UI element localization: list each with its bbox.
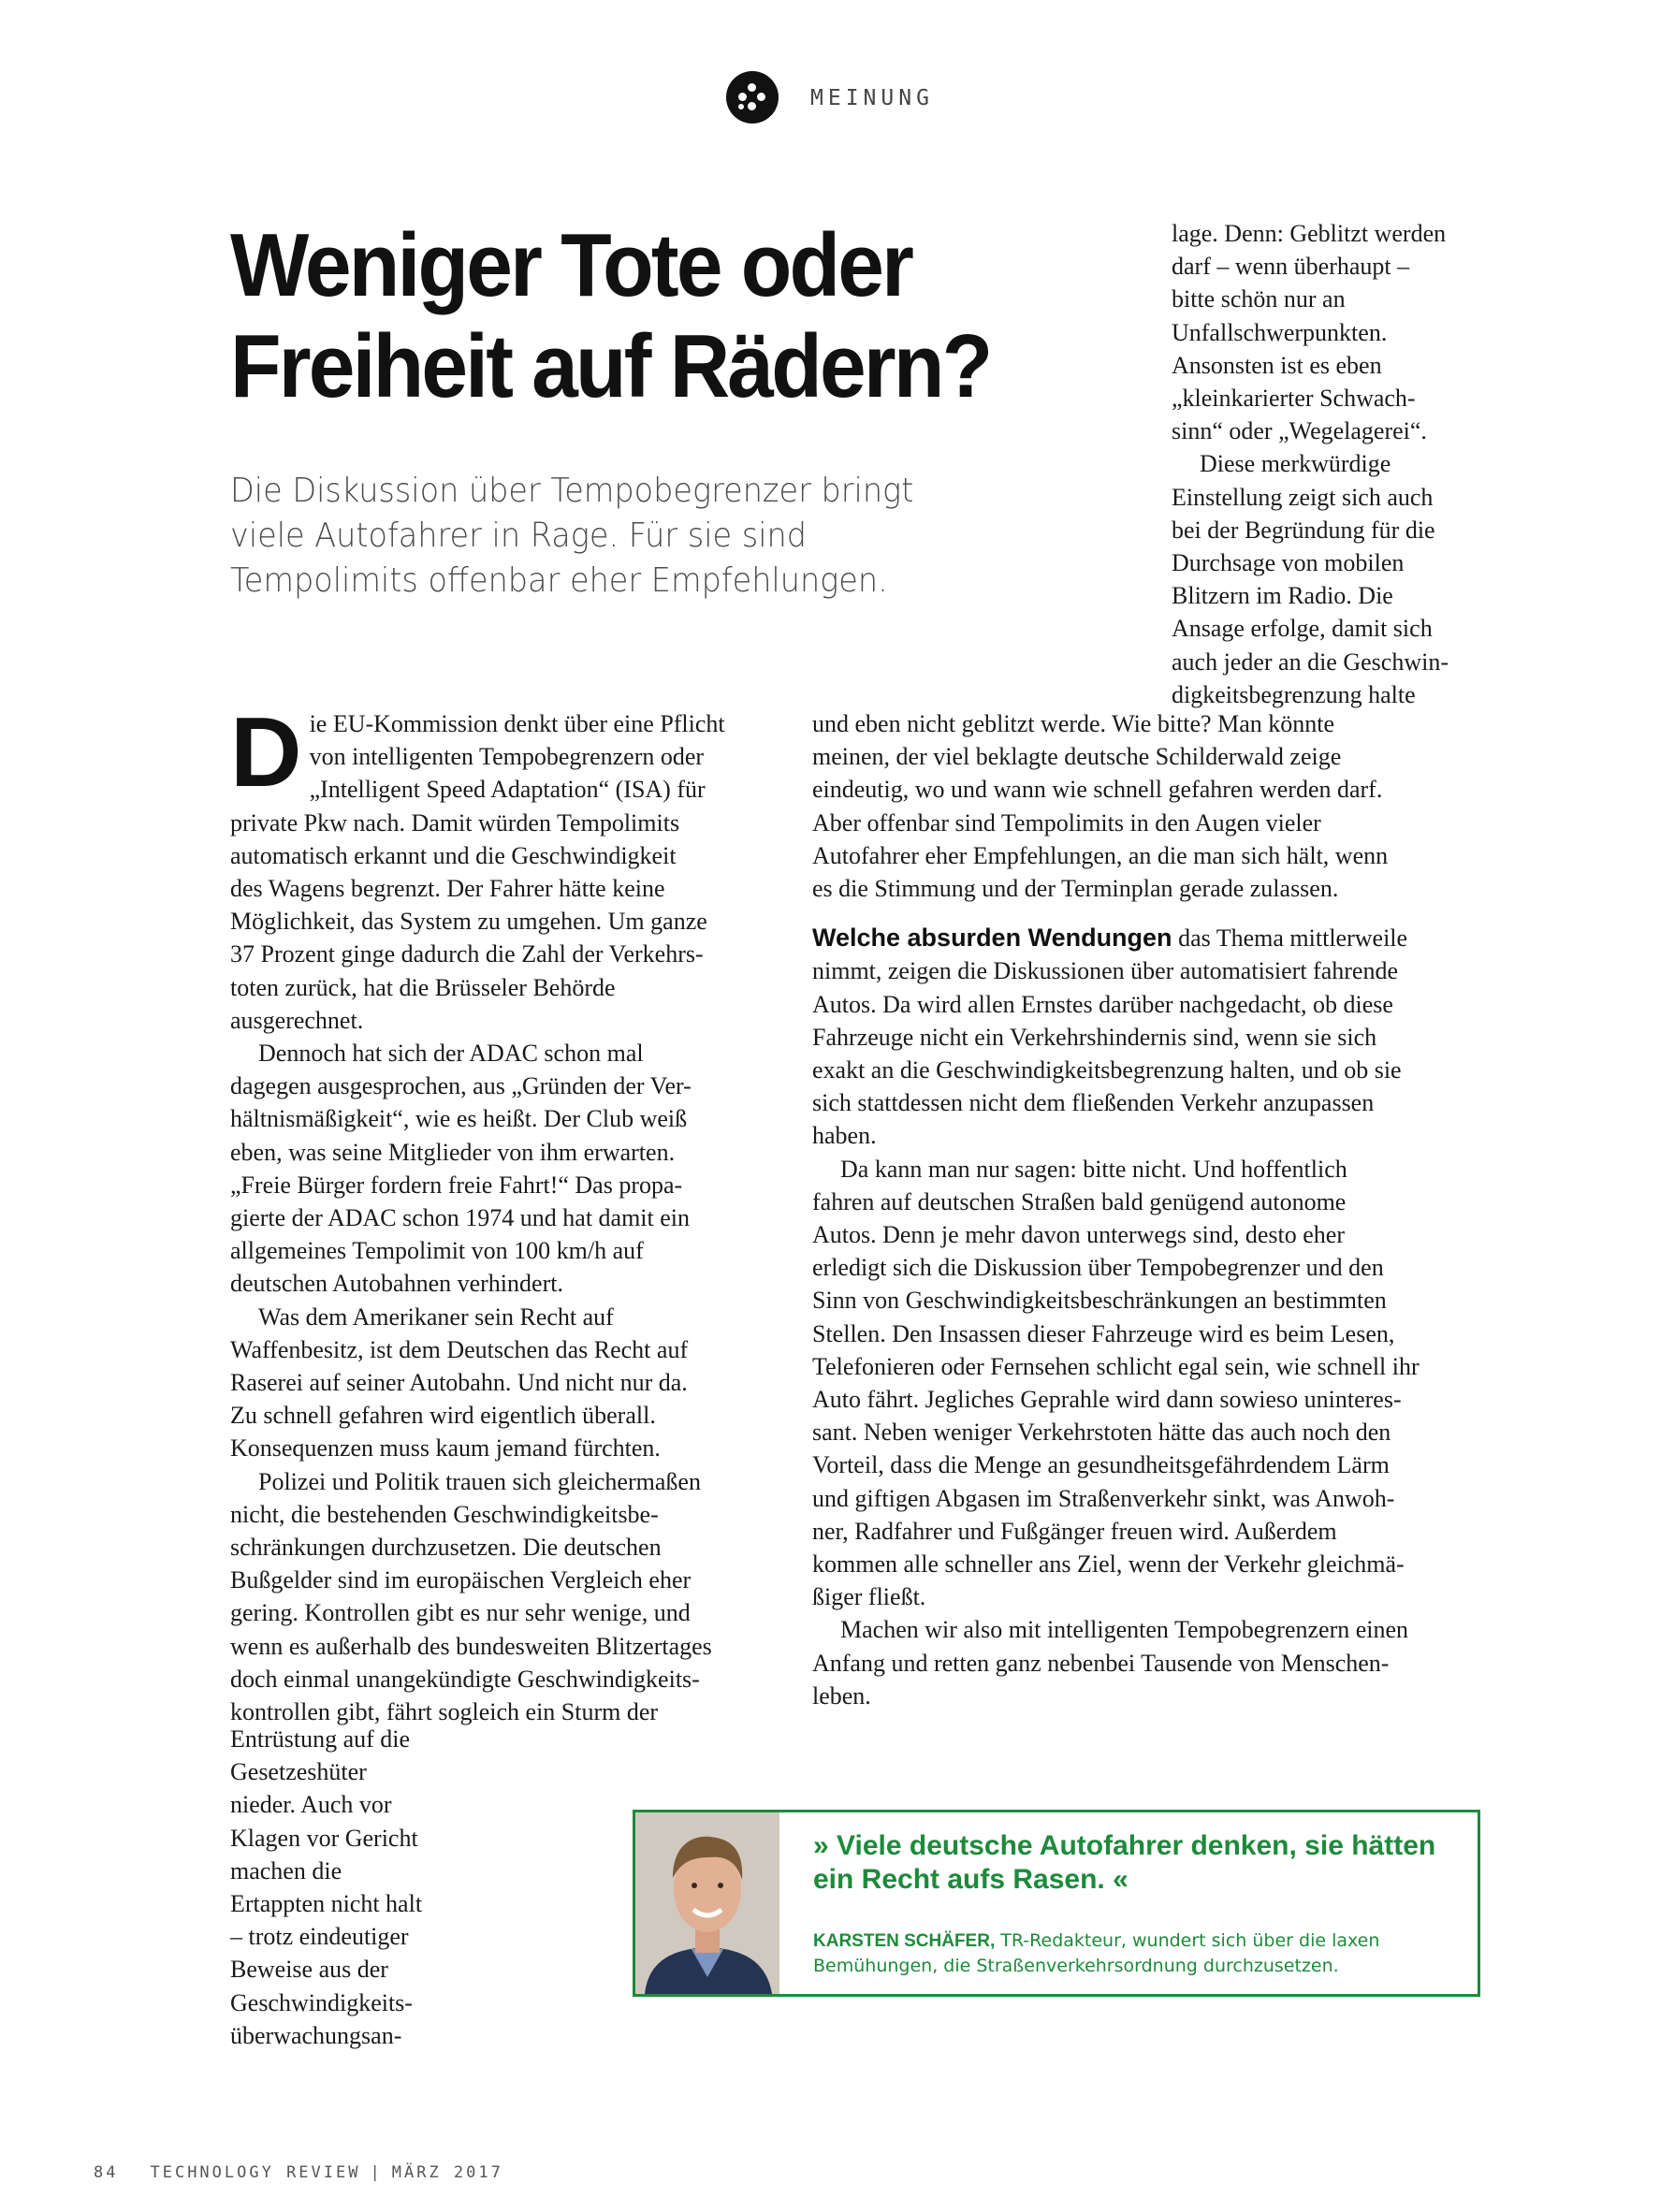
quote-text: Viele deutsche Autofahrer denken, sie hätten ein Recht aufs Rasen. xyxy=(813,1830,1436,1895)
page-footer xyxy=(94,2163,535,2182)
text-line: Vorteil, dass die Menge an gesundheitsgefährdendem Lärm xyxy=(812,1451,1390,1479)
author-portrait-image xyxy=(635,1812,779,1994)
text-line: leben. xyxy=(812,1681,871,1710)
quote-open-mark: » xyxy=(813,1830,829,1861)
author-description: TR-Redakteur, wundert sich über die laxen Bemühungen, die Straßenverkehrsordnung durchzusetzen. xyxy=(813,1930,1380,1976)
text-line: schränkungen durchzusetzen. Die deutschen xyxy=(230,1534,662,1562)
text-line: Ansonsten ist es eben xyxy=(1172,351,1382,379)
text-line: automatisch erkannt und die Geschwindigkeit xyxy=(230,841,677,869)
text-line: Dennoch hat sich der ADAC schon mal xyxy=(258,1040,644,1068)
text-line: Autofahrer eher Empfehlungen, an die man sich hält, wenn xyxy=(812,841,1389,869)
text-line: Aber offenbar sind Tempolimits in den Augen vieler xyxy=(812,808,1321,837)
paragraph xyxy=(812,1153,1420,1614)
text-line: „kleinkarierter Schwach- xyxy=(1172,385,1416,413)
quote-close-mark: « xyxy=(1113,1864,1129,1895)
text-line: Bußgelder sind im europäischen Vergleich eher xyxy=(230,1566,692,1594)
page-number: 84 xyxy=(94,2163,119,2182)
text-line: lage. Denn: Geblitzt werden xyxy=(1172,220,1447,247)
text-line: deutschen Autobahnen verhindert. xyxy=(230,1270,563,1298)
text-line: hältnismäßigkeit“, wie es heißt. Der Club weiß xyxy=(230,1105,688,1133)
text-line: ie EU-Kommission denkt über eine Pflicht xyxy=(309,710,725,737)
dots-circle-icon xyxy=(726,71,779,124)
drop-cap: D xyxy=(230,697,302,808)
text-line: nieder. Auch vor xyxy=(230,1791,392,1819)
text-line: Ansage erfolge, damit sich xyxy=(1172,615,1433,643)
line-group xyxy=(230,1301,712,1465)
text-line: Da kann man nur sagen: bitte nicht. Und hoffentlich xyxy=(840,1155,1347,1183)
text-line: nicht, die bestehenden Geschwindigkeitsbe- xyxy=(230,1500,659,1528)
author-name: KARSTEN SCHÄFER, xyxy=(813,1931,996,1951)
text-line: Autos. Denn je mehr davon unterwegs sind, desto eher xyxy=(812,1221,1345,1249)
text-line: Blitzern im Radio. Die xyxy=(1172,582,1393,610)
text-line: 37 Prozent ginge dadurch die Zahl der Verkehrs- xyxy=(230,940,704,968)
text-line: Gesetzeshüter xyxy=(230,1758,367,1786)
text-line: Möglichkeit, das System zu umgehen. Um ganze xyxy=(230,908,707,936)
headline-line: Freiheit auf Rädern? xyxy=(230,316,991,416)
text-line: Entrüstung auf die xyxy=(230,1725,411,1753)
text-line: Unfallschwerpunkten. xyxy=(1172,318,1388,346)
paragraph xyxy=(812,707,1420,905)
line-group xyxy=(230,1465,712,1729)
magazine-name: TECHNOLOGY REVIEW xyxy=(150,2163,361,2182)
column-left-continued xyxy=(230,1723,422,2052)
text-line: überwachungsan- xyxy=(230,2021,402,2049)
line-group xyxy=(230,1723,422,2052)
line-group xyxy=(230,1037,712,1301)
text-line: Durchsage von mobilen xyxy=(1172,549,1405,577)
paragraph xyxy=(230,1465,712,1729)
line-group xyxy=(812,707,1420,905)
author-credit xyxy=(813,1928,1459,1978)
text-line: „Freie Bürger fordern freie Fahrt!“ Das propa- xyxy=(230,1171,683,1199)
pull-quote-box xyxy=(633,1810,1480,1997)
line-group xyxy=(812,1153,1420,1614)
text-line: Fahrzeuge nicht ein Verkehrshindernis sind, wenn sie sich xyxy=(812,1023,1377,1051)
text-line: sich stattdessen nicht dem fließenden Verkehr anzupassen xyxy=(812,1089,1375,1117)
text-line: Stellen. Den Insassen dieser Fahrzeuge wird es beim Lesen, xyxy=(812,1319,1395,1347)
text-line: Ertappten nicht halt xyxy=(230,1890,423,1918)
text-line: Einstellung zeigt sich auch xyxy=(1172,483,1434,511)
text-line: Konsequenzen muss kaum jemand fürchten. xyxy=(230,1434,661,1463)
text-line: Sinn von Geschwindigkeitsbeschränkungen an bestimmten xyxy=(812,1287,1387,1315)
headline xyxy=(230,215,1066,417)
text-line: gering. Kontrollen gibt es nur sehr wenige, und xyxy=(230,1599,691,1627)
line-group xyxy=(812,1613,1420,1712)
text-line: wenn es außerhalb des bundesweiten Blitzertages xyxy=(230,1632,712,1660)
deck-line: Die Diskussion über Tempobegrenzer bringt xyxy=(230,472,914,510)
text-line: kontrollen gibt, fährt sogleich ein Sturm der xyxy=(230,1698,659,1726)
paragraph xyxy=(812,1613,1420,1712)
issue-date: MÄRZ 2017 xyxy=(391,2163,503,2182)
paragraph xyxy=(230,697,725,1037)
text-line: toten zurück, hat die Brüsseler Behörde xyxy=(230,973,616,1001)
column-right xyxy=(812,707,1420,1712)
text-line: eindeutig, wo und wann wie schnell gefahren werden darf. xyxy=(812,776,1383,804)
footer-separator: | xyxy=(370,2163,383,2182)
author-portrait xyxy=(635,1812,779,1994)
text-line: exakt an die Geschwindigkeitsbegrenzung halten, und ob sie xyxy=(812,1056,1402,1084)
text-line: meinen, der viel beklagte deutsche Schilderwald zeige xyxy=(812,743,1342,771)
pull-quote xyxy=(813,1829,1459,1897)
text-line: auch jeder an die Geschwin- xyxy=(1172,648,1449,676)
headline-line: Weniger Tote oder xyxy=(230,215,912,315)
text-line: Was dem Amerikaner sein Recht auf xyxy=(258,1302,614,1331)
text-line: und eben nicht geblitzt werde. Wie bitte? Man könnte xyxy=(812,710,1335,737)
text-line: Waffenbesitz, ist dem Deutschen das Recht auf xyxy=(230,1335,689,1363)
text-line: Autos. Da wird allen Ernstes darüber nachgedacht, ob diese xyxy=(812,990,1393,1018)
text-line: Geschwindigkeits- xyxy=(230,1988,413,2016)
text-line: und giftigen Abgasen im Straßenverkehr sinkt, was Anwoh- xyxy=(812,1484,1395,1512)
deck xyxy=(230,469,953,604)
text-line: nimmt, zeigen die Diskussionen über automatisiert fahrende xyxy=(812,957,1398,985)
paragraph xyxy=(230,1301,712,1465)
run-in-heading: Welche absurden Wendungen xyxy=(812,924,1172,953)
text-line: Polizei und Politik trauen sich gleichermaßen xyxy=(258,1467,701,1495)
line-group xyxy=(812,954,1420,1152)
text-line: – trotz eindeutiger xyxy=(230,1923,409,1951)
text-line: Zu schnell gefahren wird eigentlich überall. xyxy=(230,1402,656,1430)
text-line: „Intelligent Speed Adaptation“ (ISA) für xyxy=(309,776,706,804)
text-line: sant. Neben weniger Verkehrstoten hätte das auch noch den xyxy=(812,1419,1391,1447)
text-line: Diese merkwürdige xyxy=(1200,450,1391,478)
text-line: ausgerechnet. xyxy=(230,1006,364,1034)
text-line: Beweise aus der xyxy=(230,1956,388,1984)
text-line: bei der Begründung für die xyxy=(1172,516,1435,544)
section-label: MEINUNG xyxy=(810,86,934,110)
text-line: Telefonieren oder Fernsehen schlicht egal sein, wie schnell ihr xyxy=(812,1352,1420,1380)
text-line: Raserei auf seiner Autobahn. Und nicht nur da. xyxy=(230,1369,688,1397)
text-line: digkeitsbegrenzung halte xyxy=(1172,680,1416,708)
text-line: gierte der ADAC schon 1974 und hat damit ein xyxy=(230,1204,691,1232)
text-line: erledigt sich die Diskussion über Tempobegrenzer und den xyxy=(812,1254,1384,1282)
column-left xyxy=(230,697,725,1728)
text-line: eben, was seine Mitglieder von ihm erwarten. xyxy=(230,1138,676,1166)
paragraph xyxy=(230,1037,712,1301)
text-line: bitte schön nur an xyxy=(1172,285,1346,313)
text-line: doch einmal unangekündigte Geschwindigkeits- xyxy=(230,1665,700,1693)
text-line xyxy=(812,922,1420,954)
text-line: von intelligenten Tempobegrenzern oder xyxy=(309,743,705,771)
text-line: es die Stimmung und der Terminplan gerade zulassen. xyxy=(812,875,1339,903)
text-fragment: das Thema mittlerweile xyxy=(1172,924,1408,953)
text-line: darf – wenn überhaupt – xyxy=(1172,253,1410,281)
line-group xyxy=(230,807,712,1037)
text-line: Klagen vor Gericht xyxy=(230,1824,418,1852)
text-line: sinn“ oder „Wegelagerei“. xyxy=(1172,417,1427,445)
text-line: Auto fährt. Jegliches Geprahle wird dann sowieso uninteres- xyxy=(812,1386,1402,1414)
text-line: kommen alle schneller ans Ziel, wenn der Verkehr gleichmä- xyxy=(812,1550,1405,1579)
text-line: machen die xyxy=(230,1856,342,1885)
text-line: fahren auf deutschen Straßen bald genügend autonome xyxy=(812,1187,1347,1215)
text-line: des Wagens begrenzt. Der Fahrer hätte keine xyxy=(230,875,665,903)
text-line: ner, Radfahrer und Fußgänger freuen wird. Außerdem xyxy=(812,1517,1337,1545)
text-line: haben. xyxy=(812,1122,877,1150)
text-line: allgemeines Tempolimit von 100 km/h auf xyxy=(230,1237,644,1265)
text-line: dagegen ausgesprochen, aus „Gründen der Ver- xyxy=(230,1072,692,1100)
paragraph xyxy=(812,922,1420,1152)
column-top-right xyxy=(1172,217,1449,711)
text-line: Machen wir also mit intelligenten Tempobegrenzern einen xyxy=(840,1616,1409,1644)
deck-line: viele Autofahrer in Rage. Für sie sind xyxy=(230,517,807,555)
text-line: ßiger fließt. xyxy=(812,1583,926,1611)
text-line: private Pkw nach. Damit würden Tempolimits xyxy=(230,808,680,837)
deck-line: Tempolimits offenbar eher Empfehlungen. xyxy=(230,561,888,600)
text-line: Anfang und retten ganz nebenbei Tausende von Menschen- xyxy=(812,1649,1390,1677)
